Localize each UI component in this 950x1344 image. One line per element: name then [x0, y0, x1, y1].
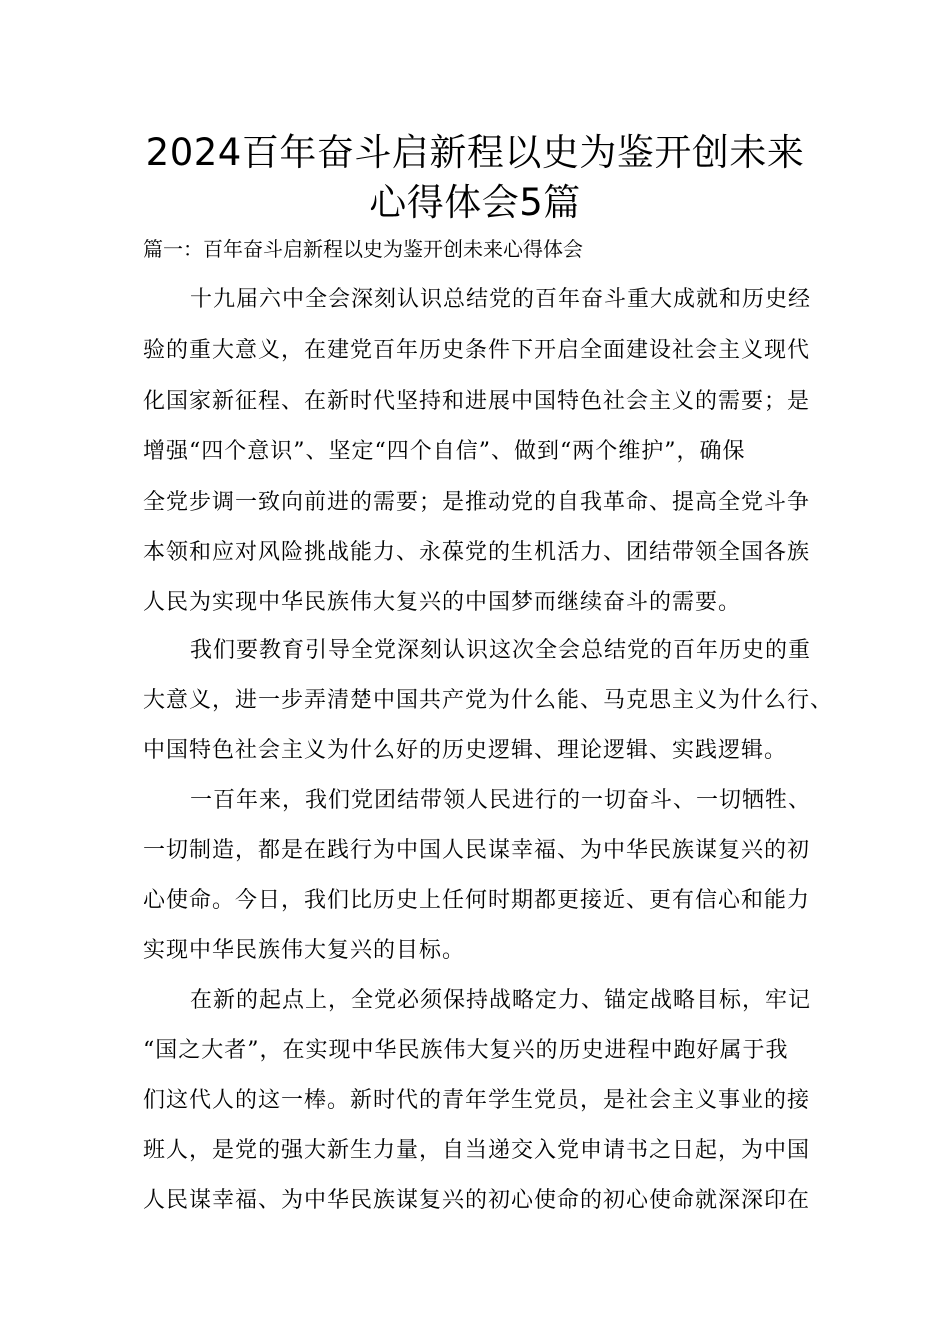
paragraph-line: 实现中华民族伟大复兴的目标。 [143, 938, 466, 963]
paragraph-line: 化国家新征程、在新时代坚持和进展中国特色社会主义的需要；是 [143, 389, 811, 414]
paragraph-line: 人民为实现中华民族伟大复兴的中国梦而继续奋斗的需要。 [143, 590, 742, 615]
section-heading: 篇一：百年奋斗启新程以史为鉴开创未来心得体会 [143, 237, 583, 261]
document-title-line-2: 心得体会5篇 [369, 181, 581, 224]
paragraph-line: 我们要教育引导全党深刻认识这次全会总结党的百年历史的重 [190, 638, 812, 663]
paragraph-line: 本领和应对风险挑战能力、永葆党的生机活力、团结带领全国各族 [143, 540, 811, 565]
paragraph-line: 验的重大意义，在建党百年历史条件下开启全面建设社会主义现代 [143, 338, 811, 363]
paragraph-line: 十九届六中全会深刻认识总结党的百年奋斗重大成就和历史经 [190, 287, 812, 312]
paragraph-line: 中国特色社会主义为什么好的历史逻辑、理论逻辑、实践逻辑。 [143, 738, 788, 763]
paragraph-line: 一切制造，都是在践行为中国人民谋幸福、为中华民族谋复兴的初 [143, 838, 811, 863]
paragraph-line: 人民谋幸福、为中华民族谋复兴的初心使命的初心使命就深深印在 [143, 1188, 811, 1213]
paragraph-line: 们这代人的这一棒。新时代的青年学生党员，是社会主义事业的接 [143, 1088, 811, 1113]
paragraph-line: 在新的起点上，全党必须保持战略定力、锚定战略目标，牢记 [190, 988, 812, 1013]
paragraph-line: 一百年来，我们党团结带领人民进行的一切奋斗、一切牺牲、 [190, 788, 812, 813]
paragraph-line: “国之大者”，在实现中华民族伟大复兴的历史进程中跑好属于我 [143, 1038, 789, 1063]
paragraph-line: 全党步调一致向前进的需要；是推动党的自我革命、提高全党斗争 [143, 490, 811, 515]
paragraph-line: 班人，是党的强大新生力量，自当递交入党申请书之日起，为中国 [143, 1138, 811, 1163]
paragraph-line: 大意义，进一步弄清楚中国共产党为什么能、马克思主义为什么行、 [143, 688, 834, 713]
paragraph-line: 增强“四个意识”、坚定“四个自信”、做到“两个维护”，确保 [143, 439, 746, 464]
paragraph-line: 心使命。今日，我们比历史上任何时期都更接近、更有信心和能力 [143, 888, 811, 913]
document-title-line-1: 2024百年奋斗启新程以史为鉴开创未来 [145, 131, 805, 174]
